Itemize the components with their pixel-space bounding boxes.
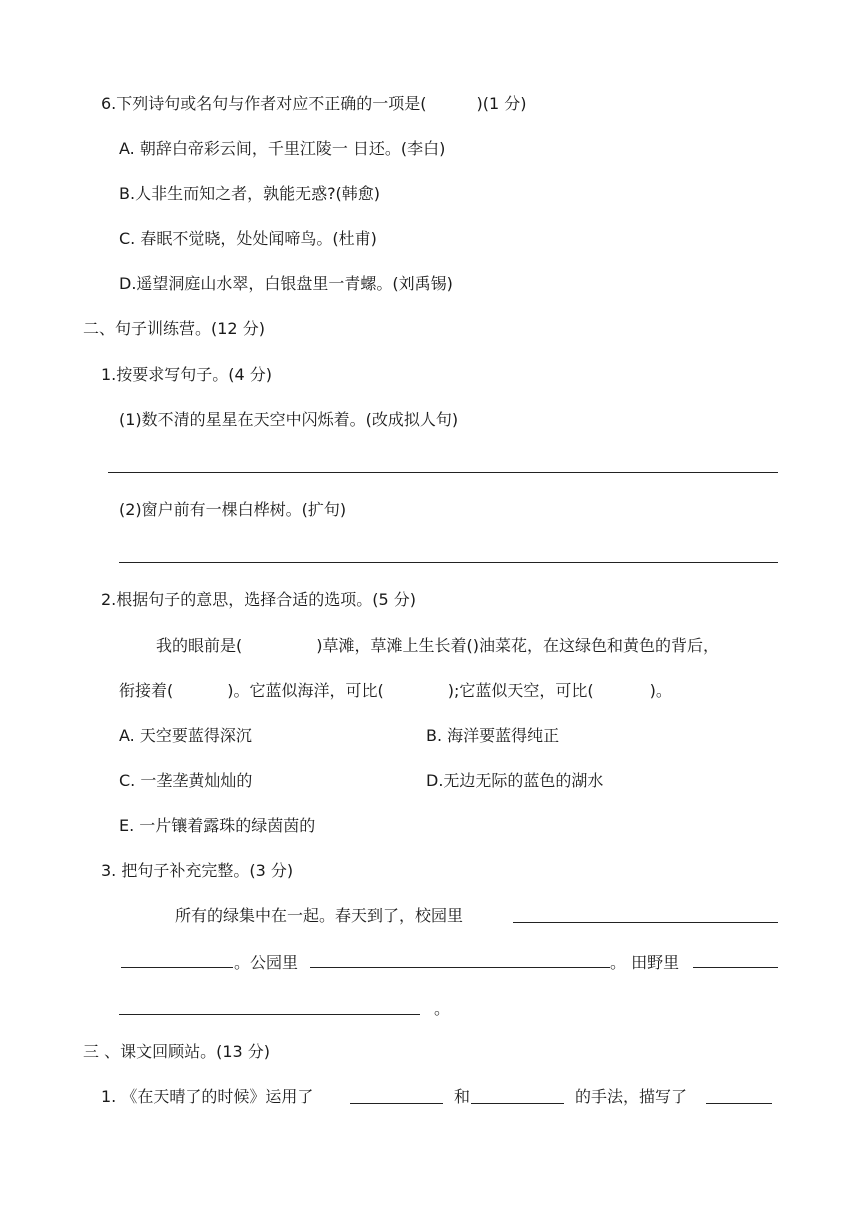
answer-line[interactable] — [119, 562, 778, 563]
s2-q3-line2-b: 。 田野里 — [610, 953, 680, 972]
s2-q2-option-c: C. 一垄垄黄灿灿的 — [119, 771, 253, 790]
q6-stem-end: )(1 分) — [476, 94, 527, 113]
s2-q2-option-e: E. 一片镶着露珠的绿茵茵的 — [119, 816, 316, 835]
s2-q1-title: 1.按要求写句子。(4 分) — [101, 365, 273, 384]
fill-blank[interactable] — [121, 967, 233, 968]
s2-q2-title: 2.根据句子的意思，选择合适的选项。(5 分) — [101, 590, 417, 609]
s3-q1-text-a: 1. 《在天晴了的时候》运用了 — [101, 1087, 314, 1106]
section2-heading: 二、句子训练营。(12 分) — [83, 319, 265, 338]
s2-q3-line3: 。 — [434, 999, 451, 1018]
fill-blank[interactable] — [119, 1014, 420, 1015]
s2-q2-option-b: B. 海洋要蓝得纯正 — [426, 726, 560, 745]
s2-q1-sub1: (1)数不清的星星在天空中闪烁着。(改成拟人句) — [119, 410, 459, 429]
fill-blank[interactable] — [513, 922, 778, 923]
fill-blank[interactable] — [693, 967, 778, 968]
section3-heading: 三 、课文回顾站。(13 分) — [83, 1042, 271, 1061]
s2-q2-option-d: D.无边无际的蓝色的湖水 — [426, 771, 604, 790]
q6-option-a: A. 朝辞白帝彩云间，千里江陵一 日还。(李白) — [119, 139, 446, 158]
fill-blank[interactable] — [471, 1103, 564, 1104]
s3-q1-text-c: 的手法，描写了 — [575, 1087, 688, 1106]
q6-option-d: D.遥望洞庭山水翠，白银盘里一青螺。(刘禹锡) — [119, 274, 453, 293]
s2-q2-line1: 我的眼前是( )草滩，草滩上生长着()油菜花，在这绿色和黄色的背后， — [156, 636, 719, 655]
s3-q1-text-b: 和 — [454, 1087, 471, 1106]
q6-option-c: C. 春眠不觉晓，处处闻啼鸟。(杜甫) — [119, 229, 377, 248]
s2-q3-line1: 所有的绿集中在一起。春天到了，校园里 — [175, 906, 464, 925]
s2-q3-title: 3. 把句子补充完整。(3 分) — [101, 861, 294, 880]
fill-blank[interactable] — [706, 1103, 772, 1104]
fill-blank[interactable] — [350, 1103, 443, 1104]
s2-q1-sub2: (2)窗户前有一棵白桦树。(扩句) — [119, 500, 347, 519]
q6-option-b: B.人非生而知之者，孰能无惑?(韩愈) — [119, 184, 381, 203]
s2-q2-option-a: A. 天空要蓝得深沉 — [119, 726, 252, 745]
s2-q2-line2: 衔接着( )。它蓝似海洋，可比( );它蓝似天空，可比( )。 — [119, 681, 672, 700]
s2-q3-line2-a: 。公园里 — [234, 953, 299, 972]
q6-stem-start: 6.下列诗句或名句与作者对应不正确的一项是( — [101, 94, 427, 113]
answer-line[interactable] — [108, 472, 778, 473]
fill-blank[interactable] — [310, 967, 610, 968]
q6-stem — [101, 94, 527, 114]
